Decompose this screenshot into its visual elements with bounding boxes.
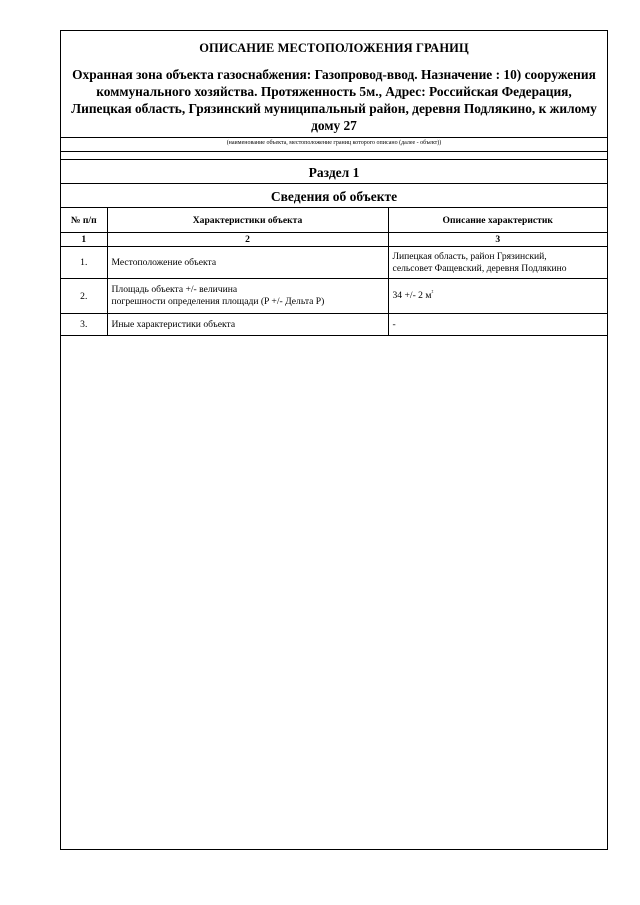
section-subtitle: Сведения об объекте [61, 184, 607, 208]
table-row [61, 314, 607, 336]
row-value-line: Липецкая область, район Грязинский, [392, 250, 547, 262]
table-row [61, 279, 607, 314]
column-number-2: 2 [107, 233, 388, 247]
row-value [388, 279, 607, 314]
row-value-line: сельсовет Фащевский, деревня Подлякино [392, 262, 567, 274]
row-characteristic-line: погрешности определения площади (P +/- Дельта P) [111, 296, 325, 307]
row-characteristic: Местоположение объекта [107, 247, 388, 279]
document-title: ОПИСАНИЕ МЕСТОПОЛОЖЕНИЯ ГРАНИЦ [199, 41, 469, 55]
column-number-row [61, 233, 607, 247]
area-value: 34 +/- 2 м [392, 290, 432, 302]
object-description: Охранная зона объекта газоснабжения: Газопровод-ввод. Назначение : 10) сооружения коммунального хозяйства. Протяженность 5м., Адрес: Российская Федерация, Липецкая область, Грязинский муниципальный район, деревня Подлякино, к жилому дому 27 [71, 67, 597, 133]
area-unit-superscript: ² [431, 290, 434, 297]
row-number: 3. [61, 314, 107, 336]
table-header-row [61, 208, 607, 233]
row-value [388, 247, 607, 279]
row-characteristic-line: Площадь объекта +/- величина [111, 284, 238, 295]
header-number: № п/п [61, 208, 107, 233]
row-value: - [388, 314, 607, 336]
section-title: Раздел 1 [61, 160, 607, 184]
header-description: Описание характеристик [388, 208, 607, 233]
row-number: 2. [61, 279, 107, 314]
row-characteristic [107, 279, 388, 314]
document-header [61, 31, 607, 138]
row-number: 1. [61, 247, 107, 279]
header-characteristic: Характеристики объекта [107, 208, 388, 233]
table-row [61, 247, 607, 279]
object-description-caption: (наименование объекта, местоположение границ которого описано (далее - объект)) [61, 138, 607, 152]
spacer-row [61, 152, 607, 160]
column-number-1: 1 [61, 233, 107, 247]
row-characteristic: Иные характеристики объекта [107, 314, 388, 336]
object-info-table [61, 208, 607, 336]
document-frame [60, 30, 608, 850]
column-number-3: 3 [388, 233, 607, 247]
